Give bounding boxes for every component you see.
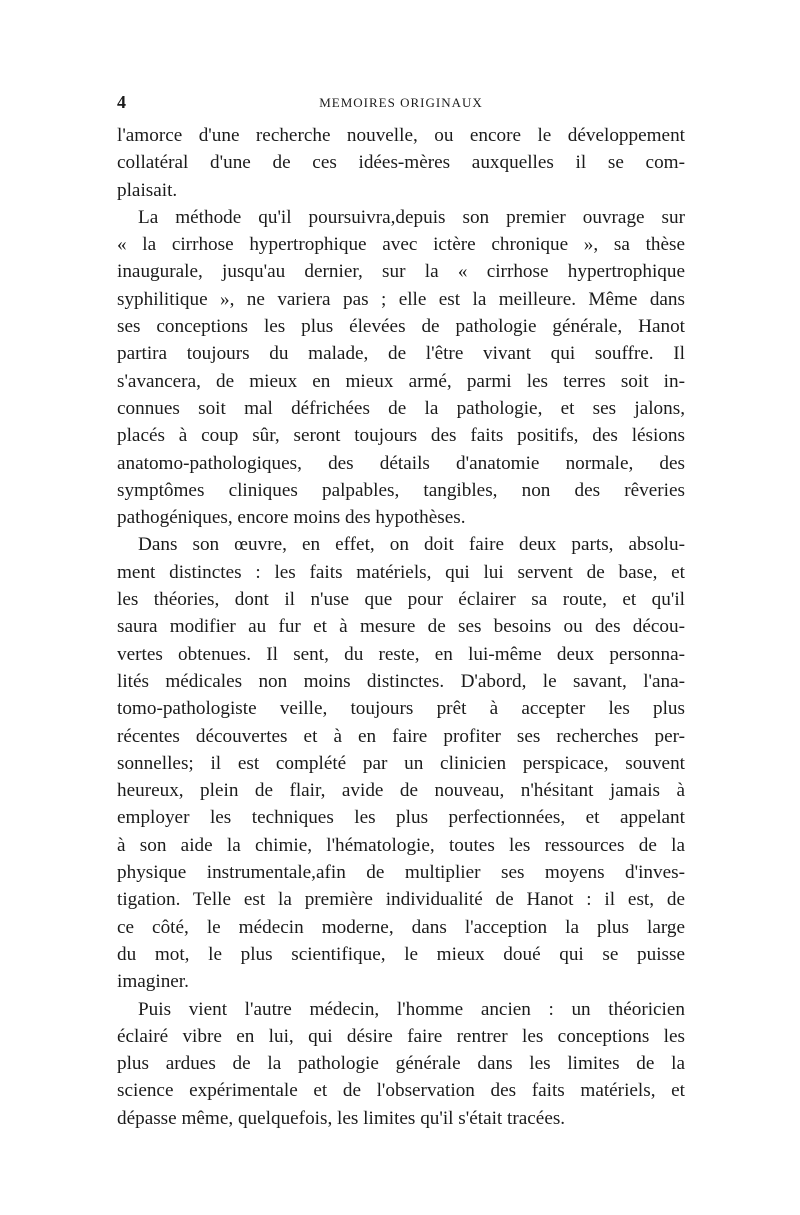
- text-line: lités médicales non moins distinctes. D'abord, le savant, l'ana-: [117, 670, 685, 692]
- paragraph: [117, 996, 685, 1132]
- text-line: Puis vient l'autre médecin, l'homme ancien : un théoricien: [138, 998, 685, 1020]
- text-line: collatéral d'une de ces idées-mères auxquelles il se com-: [117, 152, 685, 174]
- text-line: éclairé vibre en lui, qui désire faire rentrer les conceptions les: [117, 1025, 685, 1047]
- text-line: syphilitique », ne variera pas ; elle est la meilleure. Même dans: [117, 288, 685, 310]
- paragraph: [117, 122, 685, 204]
- text-line: science expérimentale et de l'observation des faits matériels, et: [117, 1080, 685, 1102]
- text-line: heureux, plein de flair, avide de nouveau, n'hésitant jamais à: [117, 780, 685, 802]
- text-line: anatomo-pathologiques, des détails d'anatomie normale, des: [117, 452, 685, 474]
- text-line: partira toujours du malade, de l'être vivant qui souffre. Il: [117, 343, 685, 365]
- text-line: inaugurale, jusqu'au dernier, sur la « cirrhose hypertrophique: [117, 261, 685, 283]
- text-line: du mot, le plus scientifique, le mieux doué qui se puisse: [117, 943, 685, 965]
- text-line: sonnelles; il est complété par un clinicien perspicace, souvent: [117, 752, 685, 774]
- text-line: ment distinctes : les faits matériels, qui lui servent de base, et: [117, 561, 685, 583]
- text-line: plaisait.: [117, 179, 178, 201]
- text-line: récentes découvertes et à en faire profiter ses recherches per-: [117, 725, 685, 747]
- text-line: saura modifier au fur et à mesure de ses besoins ou des décou-: [117, 616, 685, 638]
- text-line: tigation. Telle est la première individualité de Hanot : il est, de: [117, 889, 685, 911]
- text-line: La méthode qu'il poursuivra,depuis son premier ouvrage sur: [138, 206, 685, 228]
- page-number: 4: [117, 92, 126, 112]
- text-line: plus ardues de la pathologie générale dans les limites de la: [117, 1053, 685, 1075]
- text-line: l'amorce d'une recherche nouvelle, ou encore le développement: [117, 125, 685, 146]
- text-line: physique instrumentale,afin de multiplier ses moyens d'inves-: [117, 862, 685, 884]
- text-line: Dans son œuvre, en effet, on doit faire deux parts, absolu-: [138, 534, 685, 556]
- text-line: vertes obtenues. Il sent, du reste, en lui-même deux personna-: [117, 643, 685, 665]
- body-text: [117, 122, 685, 1132]
- book-page: [117, 92, 685, 1132]
- text-line: placés à coup sûr, seront toujours des faits positifs, des lésions: [117, 425, 685, 447]
- text-line: les théories, dont il n'use que pour éclairer sa route, et qu'il: [117, 589, 685, 611]
- text-line: imaginer.: [117, 971, 189, 993]
- text-line: ce côté, le médecin moderne, dans l'acception la plus large: [117, 916, 685, 938]
- text-line: dépasse même, quelquefois, les limites qu'il s'était tracées.: [117, 1107, 566, 1129]
- text-line: tomo-pathologiste veille, toujours prêt à accepter les plus: [117, 698, 685, 720]
- text-line: pathogéniques, encore moins des hypothèses.: [117, 507, 466, 529]
- text-line: connues soit mal défrichées de la pathologie, et ses jalons,: [117, 397, 685, 419]
- text-line: ses conceptions les plus élevées de pathologie générale, Hanot: [117, 316, 685, 338]
- running-head: [117, 92, 685, 116]
- text-line: « la cirrhose hypertrophique avec ictère chronique », sa thèse: [117, 234, 685, 256]
- text-line: s'avancera, de mieux en mieux armé, parmi les terres soit in-: [117, 370, 685, 392]
- text-line: à son aide la chimie, l'hématologie, toutes les ressources de la: [117, 834, 685, 856]
- text-line: employer les techniques les plus perfectionnées, et appelant: [117, 807, 685, 829]
- running-title: MEMOIRES ORIGINAUX: [319, 95, 483, 110]
- text-line: symptômes cliniques palpables, tangibles, non des rêveries: [117, 479, 685, 501]
- paragraph: [117, 204, 685, 532]
- paragraph: [117, 531, 685, 995]
